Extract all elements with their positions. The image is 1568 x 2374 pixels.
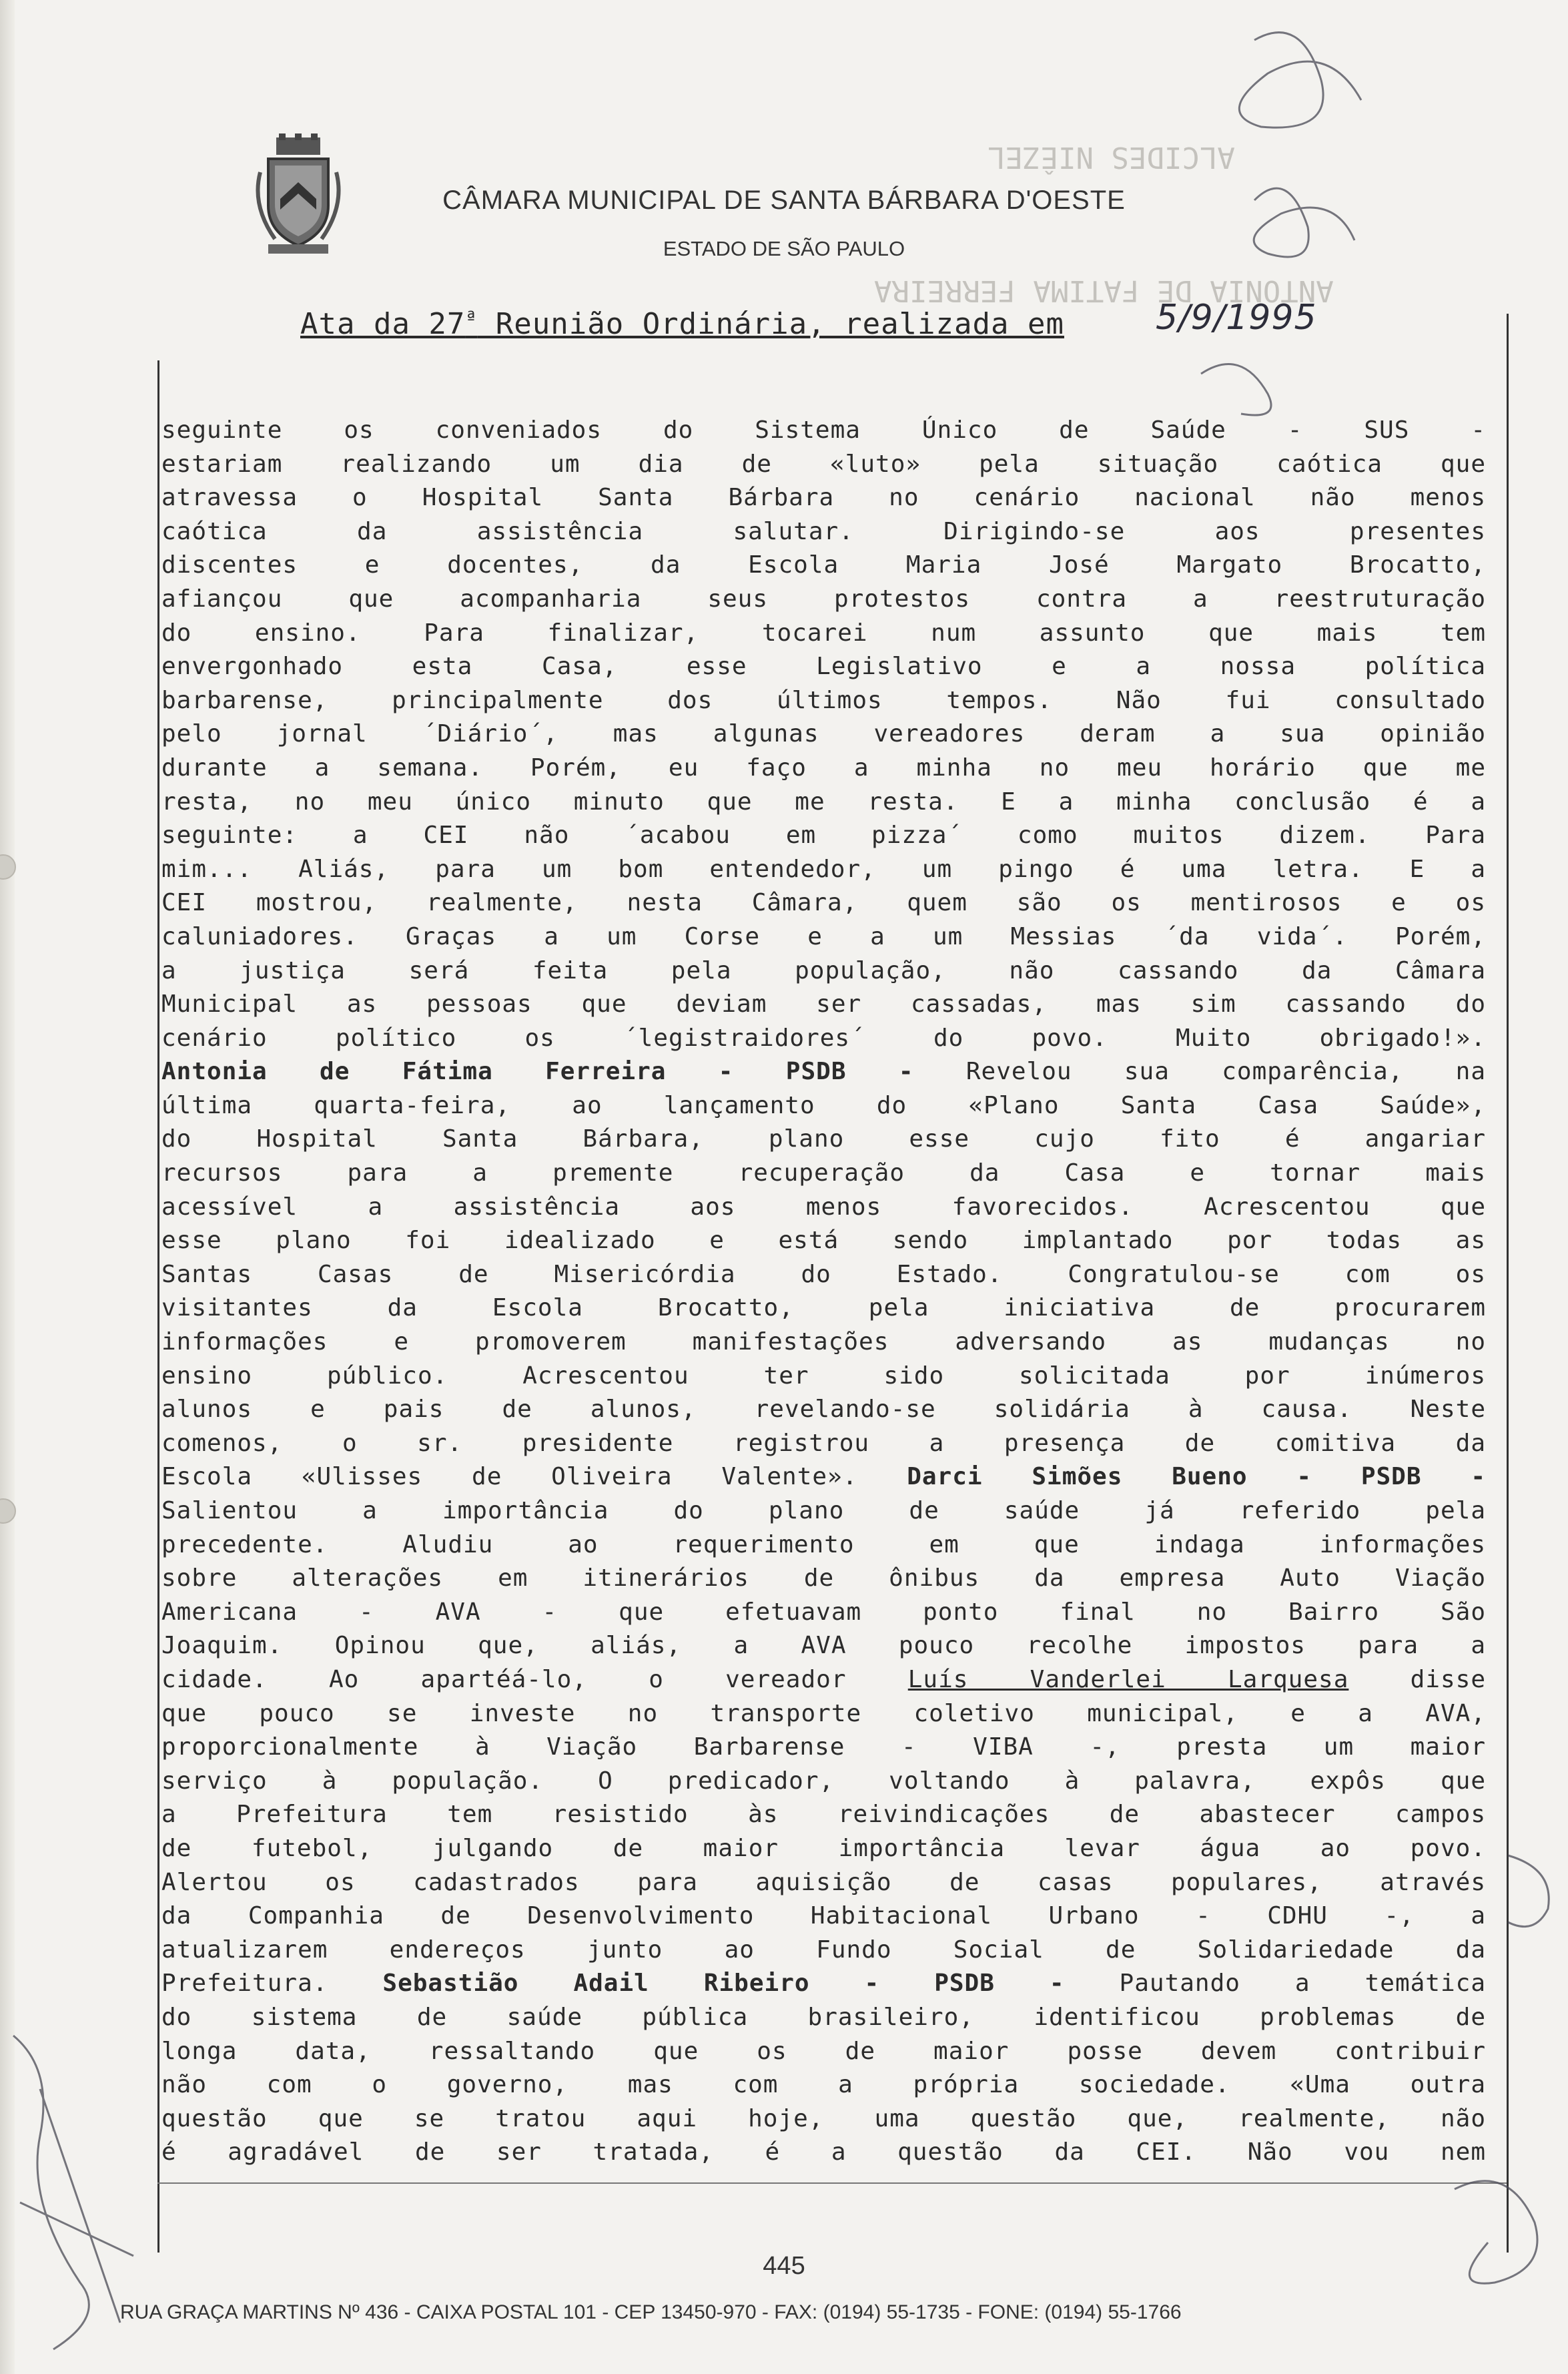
text-line-underlined-name: cidade. Ao apartéá-lo, o vereador Luís Vanderlei Larquesa disse: [161, 1665, 1486, 1693]
text-line-speaker: Prefeitura. Sebastião Adail Ribeiro - PSDB - Pautando a temática: [161, 1970, 1486, 1998]
text-line: afiançou que acompanharia seus protestos contra a reestruturação: [161, 585, 1486, 613]
text-line: pelo jornal ´Diário´, mas algunas vereadores deram a sua opinião: [161, 720, 1486, 748]
text-line: resta, no meu único minuto que me resta. E a minha conclusão é a: [161, 788, 1486, 816]
text-line: informações e promoverem manifestações adversando as mudanças no: [161, 1328, 1486, 1356]
text-line: mim... Aliás, para um bom entendedor, um pingo é uma letra. E a: [161, 855, 1486, 883]
text-line: seguinte os conveniados do Sistema Único de Saúde - SUS -: [161, 416, 1486, 444]
text-line: a Prefeitura tem resistido às reivindicações de abastecer campos: [161, 1801, 1486, 1829]
bleed-through-text: ALCIDES NIÊZEL: [988, 140, 1235, 174]
text-line: visitantes da Escola Brocatto, pela iniciativa de procurarem: [161, 1294, 1486, 1322]
text-line: é agradável de ser tratada, é a questão da CEI. Não vou nem: [161, 2138, 1486, 2166]
text-line: proporcionalmente à Viação Barbarense - VIBA -, presta um maior: [161, 1733, 1486, 1761]
signature-scribble-top-right: [1239, 33, 1361, 128]
text-line: de futebol, julgando de maior importância levar água ao povo.: [161, 1834, 1486, 1862]
text-line: Municipal as pessoas que deviam ser cassadas, mas sim cassando do: [161, 990, 1486, 1018]
text-line: acessível a assistência aos menos favorecidos. Acrescentou que: [161, 1193, 1486, 1221]
text-line: barbarense, principalmente dos últimos tempos. Não fui consultado: [161, 686, 1486, 714]
text-line-speaker: Antonia de Fátima Ferreira - PSDB - Revelou sua comparência, na: [161, 1058, 1486, 1086]
left-margin-rule: [157, 360, 159, 2253]
text-line: envergonhado esta Casa, esse Legislativo e a nossa política: [161, 653, 1486, 681]
signature-scribble-bottom-left: [13, 2036, 89, 2349]
text-line: que pouco se investe no transporte coletivo municipal, e a AVA,: [161, 1699, 1486, 1727]
text-line: do Hospital Santa Bárbara, plano esse cujo fito é angariar: [161, 1125, 1486, 1153]
text-line: Salientou a importância do plano de saúde já referido pela: [161, 1497, 1486, 1524]
text-line: cenário político os ´legistraidores´ do povo. Muito obrigado!».: [161, 1024, 1486, 1052]
text-line: da Companhia de Desenvolvimento Habitacional Urbano - CDHU -, a: [161, 1902, 1486, 1930]
text-line: ensino público. Acrescentou ter sido solicitada por inúmeros: [161, 1362, 1486, 1390]
text-line: última quarta-feira, ao lançamento do «Plano Santa Casa Saúde»,: [161, 1091, 1486, 1119]
text-line: atualizarem endereços junto ao Fundo Social de Solidariedade da: [161, 1936, 1486, 1964]
text-line: serviço à população. O predicador, voltando à palavra, expôs que: [161, 1767, 1486, 1795]
title-suffix: Reunião Ordinária, realizada em: [477, 307, 1064, 341]
text-line: não com o governo, mas com a própria sociedade. «Uma outra: [161, 2071, 1486, 2099]
title-ordinal: ª: [465, 307, 478, 329]
text-line: Joaquim. Opinou que, aliás, a AVA pouco recolhe impostos para a: [161, 1632, 1486, 1660]
text-line: do ensino. Para finalizar, tocarei num assunto que mais tem: [161, 619, 1486, 647]
signature-scribble-bottom-left: [20, 2089, 133, 2323]
text-line-speaker: Escola «Ulisses de Oliveira Valente». Darci Simões Bueno - PSDB -: [161, 1463, 1486, 1491]
institution-name: CÂMARA MUNICIPAL DE SANTA BÁRBARA D'OESTE: [442, 186, 1126, 215]
title-prefix: Ata da 27: [300, 307, 466, 341]
right-margin-rule: [1507, 314, 1509, 2253]
text-line: Alertou os cadastrados para aquisição de casas populares, através: [161, 1868, 1486, 1896]
bleed-through-text: ANTONIA DE FATIMA FERREIRA: [874, 274, 1334, 308]
text-line: CEI mostrou, realmente, nesta Câmara, quem são os mentirosos e os: [161, 889, 1486, 917]
state-name: ESTADO DE SÃO PAULO: [663, 237, 905, 260]
minutes-title: [300, 298, 1317, 341]
page-edge: [0, 0, 15, 2374]
text-line: recursos para a premente recuperação da Casa e tornar mais: [161, 1159, 1486, 1187]
text-line: caótica da assistência salutar. Dirigindo-se aos presentes: [161, 517, 1486, 545]
text-line: discentes e docentes, da Escola Maria José Margato Brocatto,: [161, 551, 1486, 579]
text-line: estariam realizando um dia de «luto» pela situação caótica que: [161, 450, 1486, 478]
signature-scribble-date-area: [1201, 364, 1271, 415]
text-line: durante a semana. Porém, eu faço a minha no meu horário que me: [161, 754, 1486, 782]
text-line: atravessa o Hospital Santa Bárbara no cenário nacional não menos: [161, 484, 1486, 512]
text-line: questão que se tratou aqui hoje, uma questão que, realmente, não: [161, 2104, 1486, 2132]
text-line: sobre alterações em itinerários de ônibus da empresa Auto Viação: [161, 1564, 1486, 1592]
text-line: comenos, o sr. presidente registrou a presença de comitiva da: [161, 1429, 1486, 1457]
text-line: alunos e pais de alunos, revelando-se solidária à causa. Neste: [161, 1396, 1486, 1424]
minutes-body: [161, 414, 1486, 2170]
bottom-rule: [157, 2182, 1507, 2184]
text-line: Santas Casas de Misericórdia do Estado. Congratulou-se com os: [161, 1260, 1486, 1288]
text-line: seguinte: a CEI não ´acabou em pizza´ como muitos dizem. Para: [161, 822, 1486, 850]
text-line: longa data, ressaltando que os de maior posse devem contribuir: [161, 2037, 1486, 2065]
margin-mark-right: [1508, 1855, 1549, 1927]
page-number: 445: [763, 2252, 805, 2280]
text-line: precedente. Aludiu ao requerimento em que indaga informações: [161, 1530, 1486, 1558]
text-line: Americana - AVA - que efetuavam ponto final no Bairro São: [161, 1598, 1486, 1626]
text-line: esse plano foi idealizado e está sendo implantado por todas as: [161, 1227, 1486, 1255]
minutes-date: 5/9/1995: [1156, 298, 1317, 338]
text-line: caluniadores. Graças a um Corse e a um Messias ´da vida´. Porém,: [161, 922, 1486, 950]
footer-address: RUA GRAÇA MARTINS Nº 436 - CAIXA POSTAL 101 - CEP 13450-970 - FAX: (0194) 55-1735 - FONE: (0194) 55-1766: [120, 2301, 1182, 2323]
text-line: a justiça será feita pela população, não cassando da Câmara: [161, 956, 1486, 984]
text-line: do sistema de saúde pública brasileiro, identificou problemas de: [161, 2003, 1486, 2031]
